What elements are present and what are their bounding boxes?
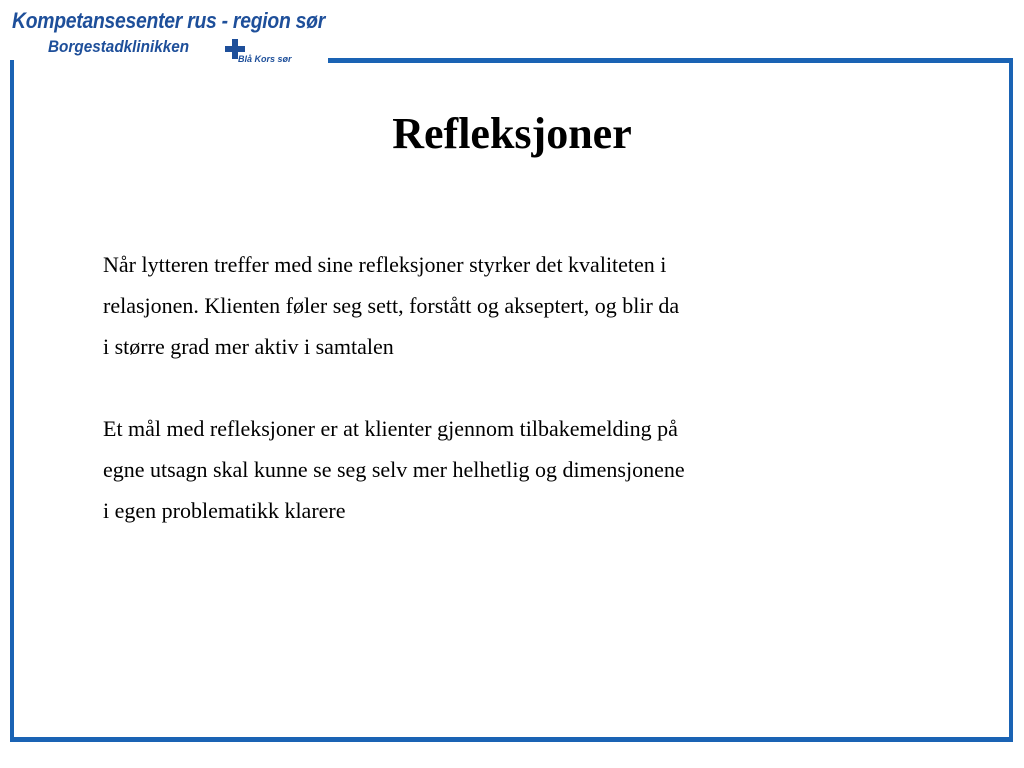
slide-body bbox=[103, 244, 903, 572]
logo-subtitle: Blå Kors sør bbox=[238, 54, 292, 64]
slide-frame-left-stub bbox=[10, 60, 14, 68]
organization-logo bbox=[12, 8, 332, 66]
slide-frame-top-bar bbox=[328, 58, 1013, 63]
slide-title: Refleksjoner bbox=[392, 109, 632, 158]
paragraph-1: Når lytteren treffer med sine refleksjoner styrker det kvaliteten i relasjonen. Klienten føler seg sett, forstått og akseptert, og blir da i større grad mer aktiv i samtalen bbox=[103, 252, 680, 359]
logo-line-2: Borgestadklinikken bbox=[48, 37, 190, 56]
paragraph-2: Et mål med refleksjoner er at klienter gjennom tilbakemelding på egne utsagn skal kunne se seg selv mer helhetlig og dimensjonene i egen problematikk klarere bbox=[103, 416, 685, 523]
logo-line-1: Kompetansesenter rus - region sør bbox=[12, 8, 325, 33]
